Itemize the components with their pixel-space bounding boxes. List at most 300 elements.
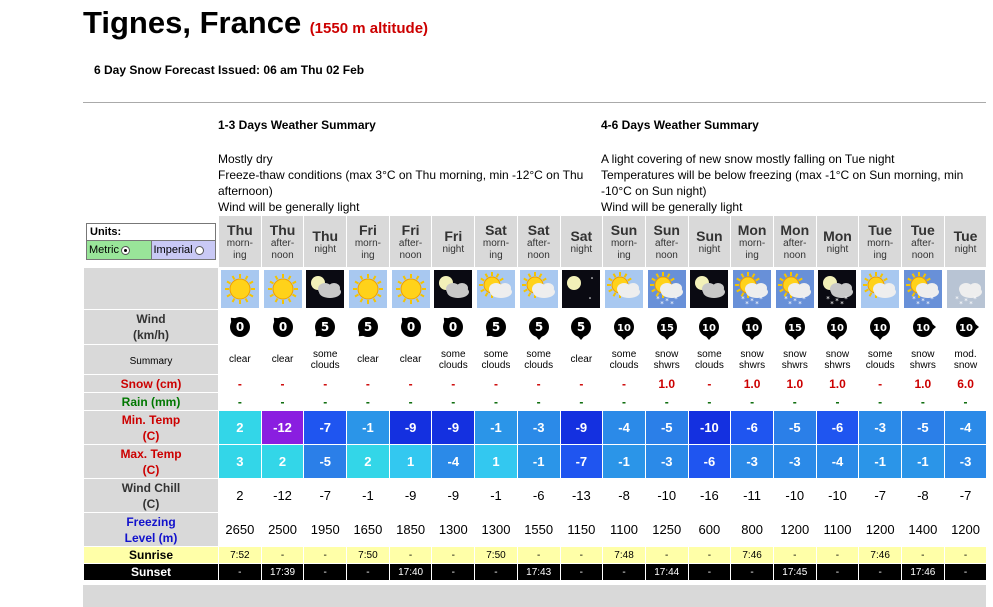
summary-text: clear [357,354,379,365]
svg-text:*: * [930,294,934,303]
summary-text: shwrs [781,359,808,371]
day-name: Mon [823,227,852,244]
summary-line: Temperatures will be below freezing (max -1°C on Sun morning, min -10°C on Sun night) [601,168,964,198]
day-part: night [954,243,977,255]
moon-cloud-icon [434,270,472,308]
metric-radio[interactable] [121,246,130,255]
summary-cell [645,345,688,375]
weather-icon-cell [304,268,347,310]
svg-text:*: * [835,296,840,305]
day-part: noon [527,249,550,261]
summary-text: snow [740,348,764,360]
day-part: after- [655,237,679,249]
rain-cell: - [603,393,646,411]
svg-text:5: 5 [534,320,543,334]
freezing-level-cell: 1950 [304,513,347,547]
wind-direction-icon [696,314,722,340]
snow-cell: 1.0 [902,375,945,393]
summary-text: clear [399,354,422,365]
min-temp-cell: -7 [304,411,347,445]
summary-text: snow [825,348,850,360]
weather-icon-cell [560,268,603,310]
freezing-level-label-text: Level (m) [124,530,178,545]
max-temp-label-text: Max. Temp [120,446,182,461]
snow-sun-icon [648,270,686,308]
min-temp-cell: -5 [645,411,688,445]
day-part: morn- [739,237,766,249]
max-temp-cell: -5 [304,445,347,479]
rain-label [84,393,219,411]
min-temp-cell: -4 [944,411,987,445]
svg-text:*: * [750,296,754,305]
freezing-level-cell: 1250 [645,513,688,547]
day-part: morn- [354,237,381,249]
sunrise-row [84,547,987,564]
day-part: ing [233,249,247,261]
svg-text:*: * [664,296,669,305]
day-name: Sun [653,221,680,238]
imperial-option[interactable] [151,240,216,259]
rain-cell: - [645,393,688,411]
summary-cell [731,345,774,375]
moon-icon [562,270,600,308]
svg-text:10: 10 [745,323,760,334]
summary-text: shwrs [824,359,851,371]
sunrise-cell: - [432,547,475,564]
max-temp-cell: 3 [219,445,262,479]
day-part: noon [911,249,934,261]
wind-chill-cell: -10 [645,479,688,513]
summary-cell [688,345,731,375]
sun-cloud-icon [520,270,558,308]
wind-label-text: (km/h) [133,328,169,342]
summary-label-text: Summary [129,355,173,367]
sunrise-cell: 7:46 [859,547,902,564]
weather-icon-cell [944,268,987,310]
summary-text: clouds [481,359,511,371]
wind-cell [859,310,902,345]
sun-icon [349,270,387,308]
snow-cell: 1.0 [773,375,816,393]
day-header [645,216,688,268]
wind-cell [347,310,390,345]
wind-cell [944,310,987,345]
svg-text:*: * [972,294,977,303]
freezing-level-cell: 1550 [517,513,560,547]
wind-direction-icon [782,314,808,340]
svg-text:*: * [741,294,745,303]
summary-days-1-3 [218,117,590,215]
wind-chill-cell: -8 [902,479,945,513]
wind-direction-icon [270,314,296,340]
weather-icon-cell [731,268,774,310]
day-name: Mon [780,221,810,238]
imperial-radio[interactable] [195,246,204,255]
freezing-level-cell: 1100 [816,513,859,547]
svg-text:10: 10 [873,323,888,334]
wind-chill-cell: -7 [304,479,347,513]
sunrise-cell: 7:50 [347,547,390,564]
day-part: after- [783,237,807,249]
wind-direction-icon [739,314,765,340]
summary-row [84,345,987,375]
svg-text:15: 15 [787,323,802,334]
summary-cell [432,345,475,375]
sunrise-cell: - [517,547,560,564]
freezing-level-cell: 800 [731,513,774,547]
svg-text:10: 10 [830,323,845,334]
min-temp-cell: -1 [347,411,390,445]
summary-cell [773,345,816,375]
wind-direction-icon [910,314,936,340]
snow-cell: - [261,375,304,393]
day-name: Tue [953,227,978,244]
wind-chill-label-text: (C) [142,496,160,511]
day-part: morn- [867,237,894,249]
sunset-cell: 17:44 [645,564,688,581]
day-part: morn- [226,237,253,249]
summary-text: snow [783,348,807,360]
min-temp-cell: -5 [902,411,945,445]
summary-text: shwrs [909,359,936,371]
weather-icon-cell [517,268,560,310]
snow-cell: 6.0 [944,375,987,393]
sunset-cell: - [475,564,518,581]
rain-cell: - [389,393,432,411]
sunset-cell: - [603,564,646,581]
svg-text:*: * [755,299,759,308]
sunset-cell: - [688,564,731,581]
freezing-level-cell: 2500 [261,513,304,547]
max-temp-cell: -1 [517,445,560,479]
wind-direction-icon [824,314,850,340]
sun-cloud-icon [477,270,515,308]
wind-direction-icon [440,314,466,340]
freezing-level-cell: 1850 [389,513,432,547]
weather-icon-cell [261,268,304,310]
svg-text:*: * [958,299,963,308]
imperial-label: Imperial [153,244,193,256]
summary-cell [517,345,560,375]
wind-chill-row [84,479,987,513]
wind-direction-icon [312,314,338,340]
svg-text:*: * [784,294,788,303]
wind-label-text: Wind [136,312,166,326]
svg-text:*: * [830,299,835,308]
rain-cell: - [731,393,774,411]
day-part: ing [873,249,887,261]
freezing-level-label [84,513,219,547]
snow-cell: - [432,375,475,393]
freezing-level-label-text: Freezing [126,514,176,529]
day-name: Sun [610,221,638,238]
wind-cell [773,310,816,345]
svg-text:*: * [745,299,749,308]
sun-icon [221,270,259,308]
summary-cell [859,345,902,375]
rain-cell: - [347,393,390,411]
weather-icon-cell [347,268,390,310]
svg-text:*: * [963,296,968,305]
wind-label [84,310,219,345]
sunset-cell: - [432,564,475,581]
wind-direction-icon [611,314,637,340]
summary-text: clear [570,354,593,365]
altitude-label: (1550 m altitude) [309,20,429,37]
snow-cell: - [517,375,560,393]
day-part: night [314,243,337,255]
day-name: Sat [485,221,507,238]
summary-cell [304,345,347,375]
summary-text: some [441,348,466,360]
wind-chill-label-text: Wind Chill [121,480,181,495]
snow-cell: - [688,375,731,393]
min-temp-cell: -9 [560,411,603,445]
weather-icon-cell [816,268,859,310]
rain-cell: - [219,393,262,411]
day-name: Sat [570,227,593,244]
weather-icon-cell [389,268,432,310]
rain-cell: - [517,393,560,411]
page-title [83,5,428,41]
day-name: Sat [527,221,550,238]
sunrise-cell: - [645,547,688,564]
rain-cell: - [859,393,902,411]
weather-icon-cell [859,268,902,310]
day-part: after- [398,237,423,249]
summary-cell [389,345,432,375]
wind-chill-cell: -12 [261,479,304,513]
sunrise-cell: - [773,547,816,564]
svg-text:*: * [788,299,792,308]
sunset-cell: - [731,564,774,581]
sunset-cell: 17:45 [773,564,816,581]
divider [83,102,986,103]
wind-cell [816,310,859,345]
weather-icon-cell [603,268,646,310]
snow-cell: - [859,375,902,393]
sunrise-cell: - [560,547,603,564]
day-part: noon [271,249,294,261]
svg-text:5: 5 [577,320,586,334]
summary-text: clouds [865,359,895,371]
rain-cell: - [304,393,347,411]
snow-cell: 1.0 [731,375,774,393]
day-header [859,216,902,268]
units-cell [84,216,219,268]
freezing-level-cell: 1100 [603,513,646,547]
snow-cell: 1.0 [816,375,859,393]
snow-label [84,375,219,393]
day-part: night [698,243,721,255]
summary-text: clear [229,354,251,365]
location-name: Tignes, France [83,5,302,40]
snow-sun-icon [733,270,771,308]
sunset-label-text: Sunset [130,565,171,579]
day-name: Thu [269,221,296,238]
freezing-level-cell: 1300 [432,513,475,547]
max-temp-label [84,445,219,479]
summary-text: clouds [438,359,468,371]
freezing-level-cell: 1200 [859,513,902,547]
summary-text: some [697,348,722,360]
wind-direction-icon [355,314,381,340]
day-header [432,216,475,268]
wind-chill-label [84,479,219,513]
rain-row [84,393,987,411]
min-temp-cell: -5 [773,411,816,445]
max-temp-cell: -1 [902,445,945,479]
max-temp-cell: -1 [859,445,902,479]
sunrise-label-text: Sunrise [128,548,173,562]
sunrise-cell: 7:48 [603,547,646,564]
summary-cell [603,345,646,375]
summary-text: some [312,348,338,360]
sunrise-cell: 7:50 [475,547,518,564]
day-part: ing [617,249,631,261]
freezing-level-cell: 1200 [773,513,816,547]
min-temp-cell: -9 [432,411,475,445]
wind-chill-cell: -9 [389,479,432,513]
snow-sun-icon [904,270,942,308]
freezing-level-cell: 1150 [560,513,603,547]
sunset-cell: - [816,564,859,581]
sunrise-cell: 7:46 [731,547,774,564]
sunset-cell: - [219,564,262,581]
max-temp-cell: -3 [645,445,688,479]
wind-direction-icon [654,314,680,340]
max-temp-label-text: (C) [142,462,160,477]
summary-text: clouds [310,359,340,371]
rain-cell: - [773,393,816,411]
wind-cell [688,310,731,345]
sunset-cell: - [347,564,390,581]
summary-text: some [483,348,509,360]
snow-cell: - [219,375,262,393]
sunrise-cell: - [261,547,304,564]
weather-icon-cell [902,268,945,310]
metric-option[interactable] [87,240,151,259]
wind-direction-icon [568,314,594,340]
summary-text: clouds [609,359,639,371]
summary-line: Wind will be generally light [218,200,360,214]
wind-cell [219,310,262,345]
max-temp-cell: -4 [816,445,859,479]
summary-days-4-6 [601,117,981,215]
svg-text:5: 5 [491,320,501,334]
max-temp-cell: -7 [560,445,603,479]
snow-label-text: Snow (cm) [120,376,182,391]
day-header [603,216,646,268]
snow-cell: - [389,375,432,393]
summary-label [84,345,219,375]
freezing-level-row [84,513,987,547]
icon-row-label [84,268,219,310]
freezing-level-cell: 1300 [475,513,518,547]
summary-cell [902,345,945,375]
wind-direction-icon [867,314,893,340]
svg-text:0: 0 [235,320,245,334]
summary-cell [261,345,304,375]
moon-cloud-icon [306,270,344,308]
svg-text:5: 5 [321,320,330,334]
day-part: after- [911,237,935,249]
max-temp-row [84,445,987,479]
wind-chill-cell: -6 [517,479,560,513]
svg-text:*: * [669,299,674,308]
day-name: Tue [868,221,893,238]
wind-cell [475,310,518,345]
sunset-cell: 17:40 [389,564,432,581]
rain-cell: - [432,393,475,411]
weather-icon-cell [432,268,475,310]
day-name: Thu [312,227,339,244]
sun-icon [264,270,302,308]
wind-cell [389,310,432,345]
svg-text:*: * [759,294,763,303]
max-temp-cell: 2 [261,445,304,479]
day-header [389,216,432,268]
rain-cell: - [816,393,859,411]
min-temp-cell: -6 [731,411,774,445]
day-name: Fri [358,221,377,238]
day-part: morn- [610,237,638,249]
freezing-level-cell: 600 [688,513,731,547]
snow-cell: - [603,375,646,393]
day-part: night [442,243,465,255]
metric-label: Metric [89,244,119,256]
summary-cell [347,345,390,375]
day-part: noon [783,249,806,261]
day-header [731,216,774,268]
day-name: Fri [444,227,463,244]
sunset-row [84,564,987,581]
day-name: Mon [737,221,767,238]
day-header [347,216,390,268]
summary-cell [475,345,518,375]
max-temp-cell: -3 [944,445,987,479]
rain-cell: - [560,393,603,411]
svg-text:*: * [673,294,678,303]
day-part: night [826,243,849,255]
summary-cell [944,345,987,375]
summary-line: Freeze-thaw conditions (max 3°C on Thu morning, min -12°C on Thu afternoon) [218,168,584,198]
svg-text:*: * [826,294,831,303]
day-header [219,216,262,268]
wind-direction-icon [526,314,552,340]
sunrise-cell: 7:52 [219,547,262,564]
svg-text:*: * [793,296,797,305]
svg-text:0: 0 [278,320,287,334]
max-temp-cell: -4 [432,445,475,479]
sunset-cell: - [944,564,987,581]
day-name: Thu [227,221,253,238]
wind-chill-cell: -1 [475,479,518,513]
wind-direction-icon [483,314,509,340]
max-temp-cell: 2 [347,445,390,479]
sunset-label [84,564,219,581]
svg-text:*: * [840,299,845,308]
summary-text: snow [953,359,978,371]
day-header [304,216,347,268]
wind-direction-icon [398,314,424,340]
day-header [944,216,987,268]
forecast-table [83,215,987,581]
snow-cloud-icon [947,270,985,308]
day-header [475,216,518,268]
sunrise-cell: - [389,547,432,564]
min-temp-cell: -6 [816,411,859,445]
